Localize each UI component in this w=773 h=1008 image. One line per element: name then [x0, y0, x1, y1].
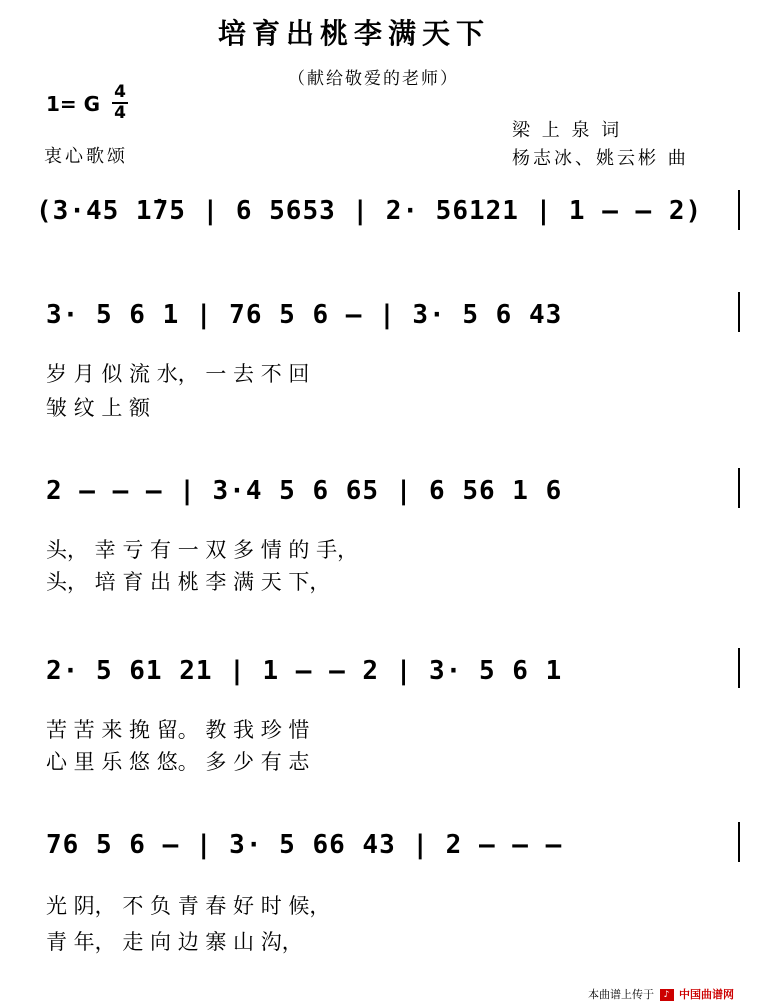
footer-text: 本曲谱上传于 [588, 988, 654, 1001]
lyric-line-5-verse-2: 青 年， 走 向 边 寨 山 沟， [46, 930, 303, 954]
time-signature-bottom: 4 [114, 103, 126, 123]
barline-end-2 [738, 292, 740, 332]
notation-line-2: 3· 5 6 1 | 76 5 6 — | 3· 5 6 43 [46, 300, 563, 330]
expression-mark: 衷心歌颂 [44, 146, 128, 167]
barline-end-3 [738, 468, 740, 508]
lyric-line-4-verse-2: 心 里 乐 悠 悠。 多 少 有 志 [46, 750, 310, 774]
time-signature [112, 84, 128, 122]
notation-line-3: 2 — — — | 3·4 5 6 65 | 6 56 1 6 [46, 476, 563, 506]
lyric-line-5-verse-1: 光 阴， 不 负 青 春 好 时 候， [46, 894, 331, 918]
lyric-line-3-verse-2: 头， 培 育 出 桃 李 满 天 下， [46, 570, 331, 594]
lyricist-credit: 梁 上 泉 词 [512, 120, 623, 141]
notation-line-1: (3·45 1̇75 | 6 5653 | 2· 56121 | 1 — — 2) [36, 196, 703, 226]
lyric-line-3-verse-1: 头， 幸 亏 有 一 双 多 情 的 手， [46, 538, 359, 562]
notation-line-5: 76 5 6 — | 3· 5 66 43 | 2 — — — [46, 830, 563, 860]
lyric-line-2-verse-1: 岁 月 似 流 水， 一 去 不 回 [46, 362, 310, 386]
footer-site: 中国曲谱网 [679, 988, 734, 1001]
notation-line-4: 2· 5 61 21 | 1 — — 2 | 3· 5 6 1 [46, 656, 563, 686]
composer-credit: 杨志冰、姚云彬 曲 [512, 148, 689, 169]
key-signature: 1= G [46, 92, 101, 116]
barline-end-4 [738, 648, 740, 688]
song-subtitle: （献给敬爱的老师） [288, 69, 459, 89]
barline-end-5 [738, 822, 740, 862]
barline-end-1 [738, 190, 740, 230]
time-signature-top: 4 [114, 82, 126, 102]
footer-watermark [588, 986, 734, 1002]
site-logo-icon: ♪ [660, 989, 674, 1001]
lyric-line-4-verse-1: 苦 苦 来 挽 留。 教 我 珍 惜 [46, 718, 310, 742]
lyric-line-2-verse-2: 皱 纹 上 额 [46, 396, 151, 420]
song-title: 培育出桃李满天下 [218, 17, 491, 50]
